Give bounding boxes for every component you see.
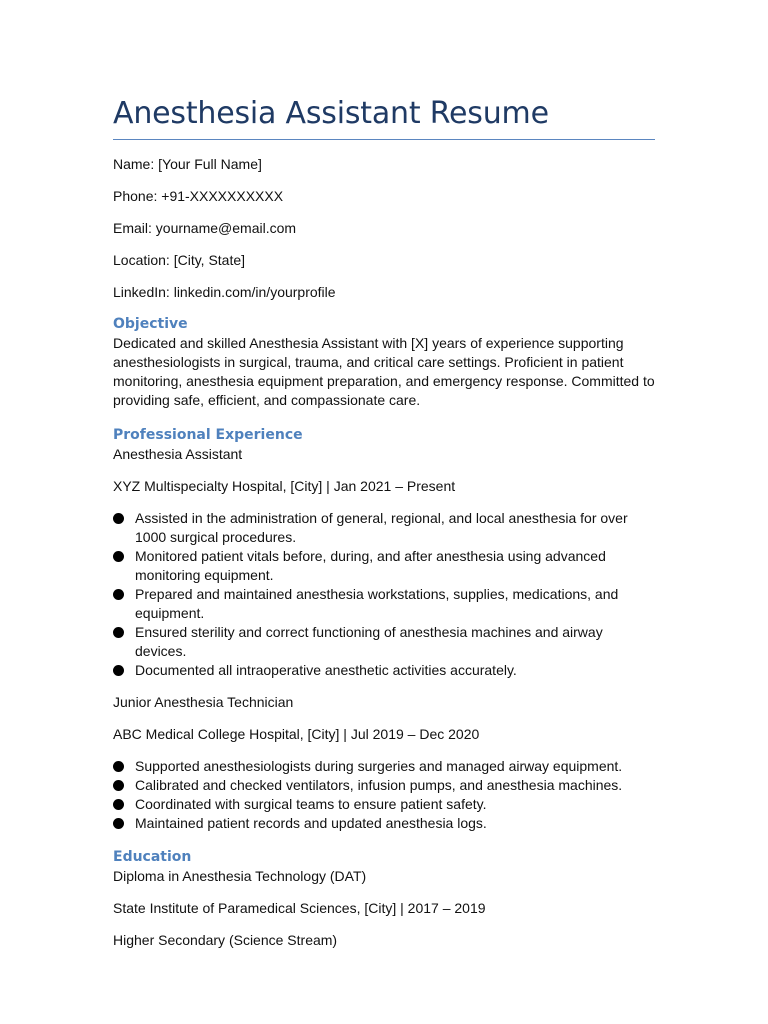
education-institution: State Institute of Paramedical Sciences, [City] | 2017 – 2019 [113, 900, 486, 916]
contact-phone: Phone: +91-XXXXXXXXXX [113, 188, 284, 204]
bullet-icon [113, 818, 124, 829]
experience-section [113, 426, 655, 833]
contact-email: Email: yourname@email.com [113, 220, 297, 236]
bullet-icon [113, 627, 124, 638]
list-item [113, 795, 655, 814]
education-degree: Diploma in Anesthesia Technology (DAT) [113, 868, 367, 884]
bullet-icon [113, 665, 124, 676]
list-item [113, 623, 655, 661]
list-item-text: Monitored patient vitals before, during, and after anesthesia using advanced monitoring equipment. [135, 548, 606, 583]
contact-location: Location: [City, State] [113, 252, 246, 268]
bullet-icon [113, 551, 124, 562]
objective-text: Dedicated and skilled Anesthesia Assistant with [X] years of experience supporting anesthesiologists in surgical, trauma, and critical care settings. Proficient in patient monitoring, anesthesia equipment preparation, and emergency response. Committed to providing safe, efficient, and compassionate care. [113, 335, 655, 408]
list-item-text: Assisted in the administration of general, regional, and local anesthesia for over 1000 surgical procedures. [135, 510, 628, 545]
contact-name: Name: [Your Full Name] [113, 156, 262, 172]
list-item [113, 661, 655, 680]
list-item [113, 814, 655, 833]
title-divider [113, 139, 655, 140]
job-duties-list [113, 757, 655, 833]
job-entry [113, 445, 655, 680]
job-duties-list [113, 509, 655, 680]
bullet-icon [113, 761, 124, 772]
list-item [113, 757, 655, 776]
objective-heading: Objective [113, 316, 188, 332]
list-item-text: Prepared and maintained anesthesia workstations, supplies, medications, and equipment. [135, 586, 619, 621]
list-item-text: Calibrated and checked ventilators, infusion pumps, and anesthesia machines. [135, 777, 623, 793]
list-item [113, 776, 655, 795]
job-entry [113, 693, 655, 833]
job-organization: ABC Medical College Hospital, [City] | Jul 2019 – Dec 2020 [113, 726, 480, 742]
list-item-text: Coordinated with surgical teams to ensure patient safety. [135, 796, 487, 812]
contact-linkedin: LinkedIn: linkedin.com/in/yourprofile [113, 284, 336, 300]
list-item-text: Supported anesthesiologists during surgeries and managed airway equipment. [135, 758, 623, 774]
job-title: Anesthesia Assistant [113, 446, 243, 462]
bullet-icon [113, 513, 124, 524]
list-item [113, 509, 655, 547]
education-heading: Education [113, 849, 192, 865]
list-item [113, 585, 655, 623]
job-organization: XYZ Multispecialty Hospital, [City] | Jan 2021 – Present [113, 478, 456, 494]
resume-page [113, 92, 655, 963]
bullet-icon [113, 589, 124, 600]
list-item-text: Ensured sterility and correct functioning of anesthesia machines and airway devices. [135, 624, 603, 659]
list-item-text: Maintained patient records and updated anesthesia logs. [135, 815, 487, 831]
objective-section [113, 315, 655, 410]
contact-block [113, 155, 655, 302]
experience-heading: Professional Experience [113, 427, 303, 443]
bullet-icon [113, 799, 124, 810]
list-item [113, 547, 655, 585]
bullet-icon [113, 780, 124, 791]
job-title: Junior Anesthesia Technician [113, 694, 294, 710]
page-title: Anesthesia Assistant Resume [113, 96, 549, 131]
education-section [113, 848, 655, 950]
education-degree: Higher Secondary (Science Stream) [113, 932, 338, 948]
list-item-text: Documented all intraoperative anesthetic activities accurately. [135, 662, 517, 678]
